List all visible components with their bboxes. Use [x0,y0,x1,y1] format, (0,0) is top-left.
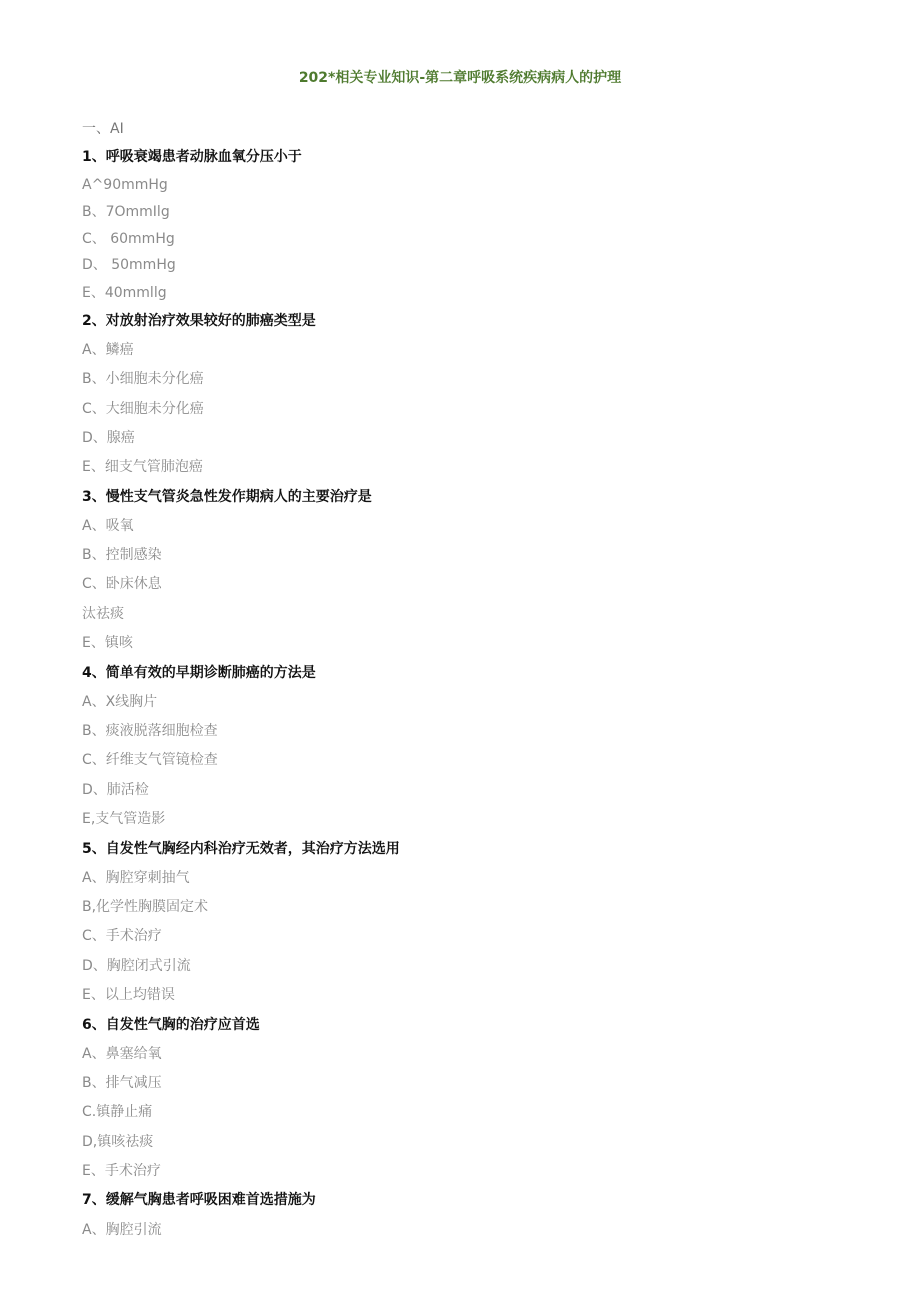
answer-option: D、肺活检 [82,782,149,798]
answer-option: B、控制感染 [82,547,162,563]
answer-option: A、胸腔穿刺抽气 [82,870,190,886]
answer-option: C、 60mmHg [82,231,175,247]
answer-option: A、鼻塞给氧 [82,1046,162,1062]
section-heading: 一、AI [82,121,124,137]
answer-option: D,镇咳祛痰 [82,1134,154,1150]
answer-option: 汰祛痰 [82,606,124,622]
answer-option: A、X线胸片 [82,694,158,710]
answer-option: B、排气减压 [82,1075,162,1091]
answer-option: C、纤维支气管镜检查 [82,752,218,768]
answer-option: A、鳞癌 [82,342,134,358]
answer-option: D、 50mmHg [82,257,176,273]
question-stem: 5、自发性气胸经内科治疗无效者，其治疗方法选用 [82,841,400,857]
question-stem: 3、慢性支气管炎急性发作期病人的主要治疗是 [82,489,372,505]
question-stem: 7、缓解气胸患者呼吸困难首选措施为 [82,1192,316,1208]
answer-option: C.镇静止痛 [82,1104,153,1120]
question-stem: 2、对放射治疗效果较好的肺癌类型是 [82,313,316,329]
answer-option: E、镇咳 [82,635,133,651]
answer-option: C、大细胞未分化癌 [82,401,204,417]
question-stem: 6、自发性气胸的治疗应首选 [82,1017,260,1033]
answer-option: E,支气管造影 [82,811,166,827]
answer-option: B、小细胞未分化癌 [82,371,204,387]
answer-option: A、胸腔引流 [82,1222,162,1238]
answer-option: E、细支气管肺泡癌 [82,459,203,475]
answer-option: B、7OmmIlg [82,204,170,220]
answer-option: E、40mmllg [82,285,167,301]
answer-option: A^90mmHg [82,177,168,193]
question-stem: 4、简单有效的早期诊断肺癌的方法是 [82,665,316,681]
answer-option: A、吸氧 [82,518,134,534]
answer-option: D、腺癌 [82,430,135,446]
answer-option: C、卧床休息 [82,576,162,592]
question-stem: 1、呼吸衰竭患者动脉血氧分压小于 [82,149,302,165]
answer-option: B,化学性胸膜固定术 [82,899,209,915]
answer-option: B、痰液脱落细胞检查 [82,723,218,739]
answer-option: C、手术治疗 [82,928,162,944]
answer-option: E、以上均错误 [82,987,175,1003]
answer-option: E、手术治疗 [82,1163,161,1179]
answer-option: D、胸腔闭式引流 [82,958,191,974]
document-title: 202*相关专业知识-第二章呼吸系统疾病病人的护理 [298,70,622,86]
